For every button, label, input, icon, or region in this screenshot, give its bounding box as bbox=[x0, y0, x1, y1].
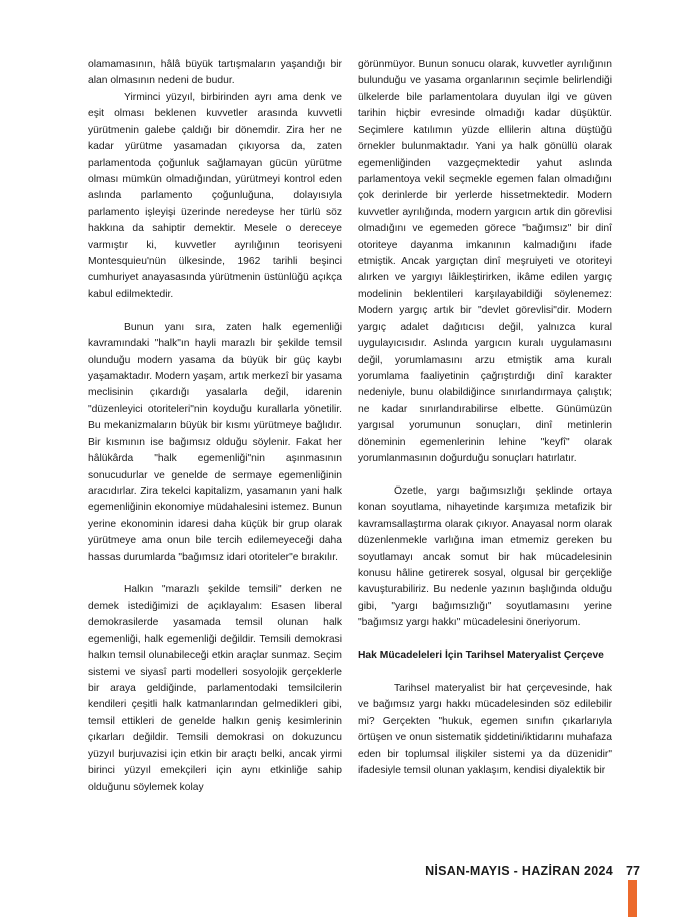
right-column bbox=[358, 57, 612, 780]
page-footer bbox=[0, 864, 700, 884]
paragraph: Tarihsel materyalist bir hat çerçevesinde, hak ve bağımsız yargı hakkı mücadelesinden söz edilebilir mi? Gerçekten "hukuk, egemen sınıfın çıkarlarıyla örtüşen ve onun sistematik şiddetini/iktidarını muhafaza eden bir toplumsal ilişkiler sistemi ya da düzenidir" ifadesiyle temsil olunan yaklaşım, kendisi diyalektik bir bbox=[358, 682, 612, 777]
paragraph: görünmüyor. Bunun sonucu olarak, kuvvetler ayrılığının bulunduğu ve yasama organlarının seçimle belirlendiği ülkelerde bile parlamentolara duyulan ilgi ve güven tarihin hiçbir evresinde olmadığı kadar düşüktür. Seçimlere katılımın yüzde ellilerin altına düştüğü örnekler bulunmaktadır. Yani ya halk gönüllü olarak egemenliğinden vazgeçmektedir yahut aslında parlamentoya vekil seçmekle egemen falan olmadığını çok derinlerde bir yerlerde hissetmektedir. Modern kuvvetler ayrılığında, modern yargıcın artık din görevlisi olmadığını ve egemeden görece "bağımsız" bir dinî otoriteye dayanma imkanının kalmadığını ifade etmiştik. Ancak yargıçtan dinî meşruiyeti ve otoriteyi alırken ve yargıyı lâikleştirirken, ikâme edilen yargıç modelinin beklentileri karşılayabildiği söylenemez: Modern yargıç artık bir "devlet görevlisi"dir. Modern yargıç adalet dağıtıcısı değil, yalnızca kural uygulayıcısıdır. Aslında yargıcın kuralı uygulamasını değil, yorumlamasını arzu etmiştik ama kuralı yorumlama faaliyetinin çağrıştırdığı dinî karakter nedeniyle, bunu olabildiğince sınırlandırmaya çalıştık; ne kadar sınırlandırabilirse elbette. Günümüzün yargısal yorumunun sonuçları, dinî metinlerin döneminin egemenlerinin lehine "keyfî" olarak yorumlanmasının doğurduğu sonuçları hatırlatır. bbox=[358, 59, 612, 465]
paragraph: Halkın "marazlı şekilde temsili" derken ne demek istediğimizi de açıklayalım: Esasen liberal demokrasilerde yasamada temsil olunan halk egemenliği, halk egemenliği değildir. Temsili demokrasi halkın temsil olunabileceği etkin araçlar sunmaz. Seçim sistemi ve siyasî parti modelleri sosyolojik gerçeklerle bir araya geldiğinde, parlamentodaki temsilcilerin kendileri çeşitli halk katmanlarından gelmedikleri gibi, temsil ettikleri de genelde halkın geniş kesimlerinin çıkarları değildir. Temsili demokrasi on dokuzuncu yüzyıl burjuvazisi için etkin bir araçtı belki, ancak yirmi birinci yüzyıl emekçileri için aynı etkinliğe sahip olduğunu söylemek kolay bbox=[88, 584, 342, 793]
page-number: 77 bbox=[626, 864, 640, 878]
paragraph: Bunun yanı sıra, zaten halk egemenliği kavramındaki "halk"ın hayli marazlı bir şekilde temsil olunduğu modern yasama da büyük bir güç kaybı yaşamaktadır. Modern yaşam, artık merkezî bir yasama meclisinin çıkardığı yasalarla değil, idarenin "düzenleyici otoriteleri"nin koyduğu kurallarla yönetilir. Bu mekanizmaların büyük bir kısmı yürütmeye bağlıdır. Bir kısmının ise bağımsız olduğu söylenir. Fakat her hâlükârda "halk egemenliği"nin aşınmasının sonucudurlar ve genelde de sermaye egemenliğinin aracıdırlar. Zira tekelci kapitalizm, yasamanın yani halk egemenliğinin ekonomiye müdahalesini istemez. Bunun yerine ekonominin idaresi daha küçük bir grup olarak yürütmeye ama onun bile tercih edilemeyeceği daha hassas durumlarda "bağımsız idari otoriteler"e bırakılır. bbox=[88, 321, 342, 563]
issue-label: NİSAN-MAYIS - HAZİRAN 2024 bbox=[425, 864, 613, 878]
paragraph: Yirminci yüzyıl, birbirinden ayrı ama denk ve eşit olması beklenen kuvvetler arasında kuvvetli yürütmenin galebe çaldığı bir dönemdir. Zira her ne kadar yürütme yasamadan çıkıyorsa da, zaten parlamentoda çoğunluk sağlamayan gücün yürütme olması mümkün olmadığından, yürütmeyi kontrol eden aslında parlamento çoğunluğuna, dolayısıyla parlamento işleyişi üzerinde neredeyse her türlü söz hakkına da sahiptir demektir. Mesele o dereceye varmıştır ki, kuvvetler ayrılığının teorisyeni Montesquieu'nün ülkesinde, 1962 tarihli beşinci cumhuriyet anayasasında yürütmenin üstünlüğü açıkça kabul edilmektedir. bbox=[88, 91, 342, 300]
left-column bbox=[88, 57, 342, 796]
accent-bar bbox=[628, 880, 637, 917]
paragraph: olamamasının, hâlâ büyük tartışmaların yaşandığı bir alan olmasının nedeni de budur. bbox=[88, 59, 342, 87]
section-heading: Hak Mücadeleleri İçin Tarihsel Materyalist Çerçeve bbox=[358, 650, 604, 662]
paragraph: Özetle, yargı bağımsızlığı şeklinde ortaya konan soyutlama, nihayetinde karşımıza metafizik bir kavramsallaştırma olarak çıkıyor. Anayasal norm olarak düzenlenmekle varlığına iman etmemiz gereken bu soyutlamayı ancak somut bir hak mücadelesinin konusu hâline getirerek sosyal, olgusal bir gerçekliğe kavuşturabiliriz. Bu nedenle yazının başlığında olduğu gibi, "yargı bağımsızlığı" soyutlamasını yerine "bağımsız yargı hakkı" mücadelesini öneriyorum. bbox=[358, 485, 612, 629]
